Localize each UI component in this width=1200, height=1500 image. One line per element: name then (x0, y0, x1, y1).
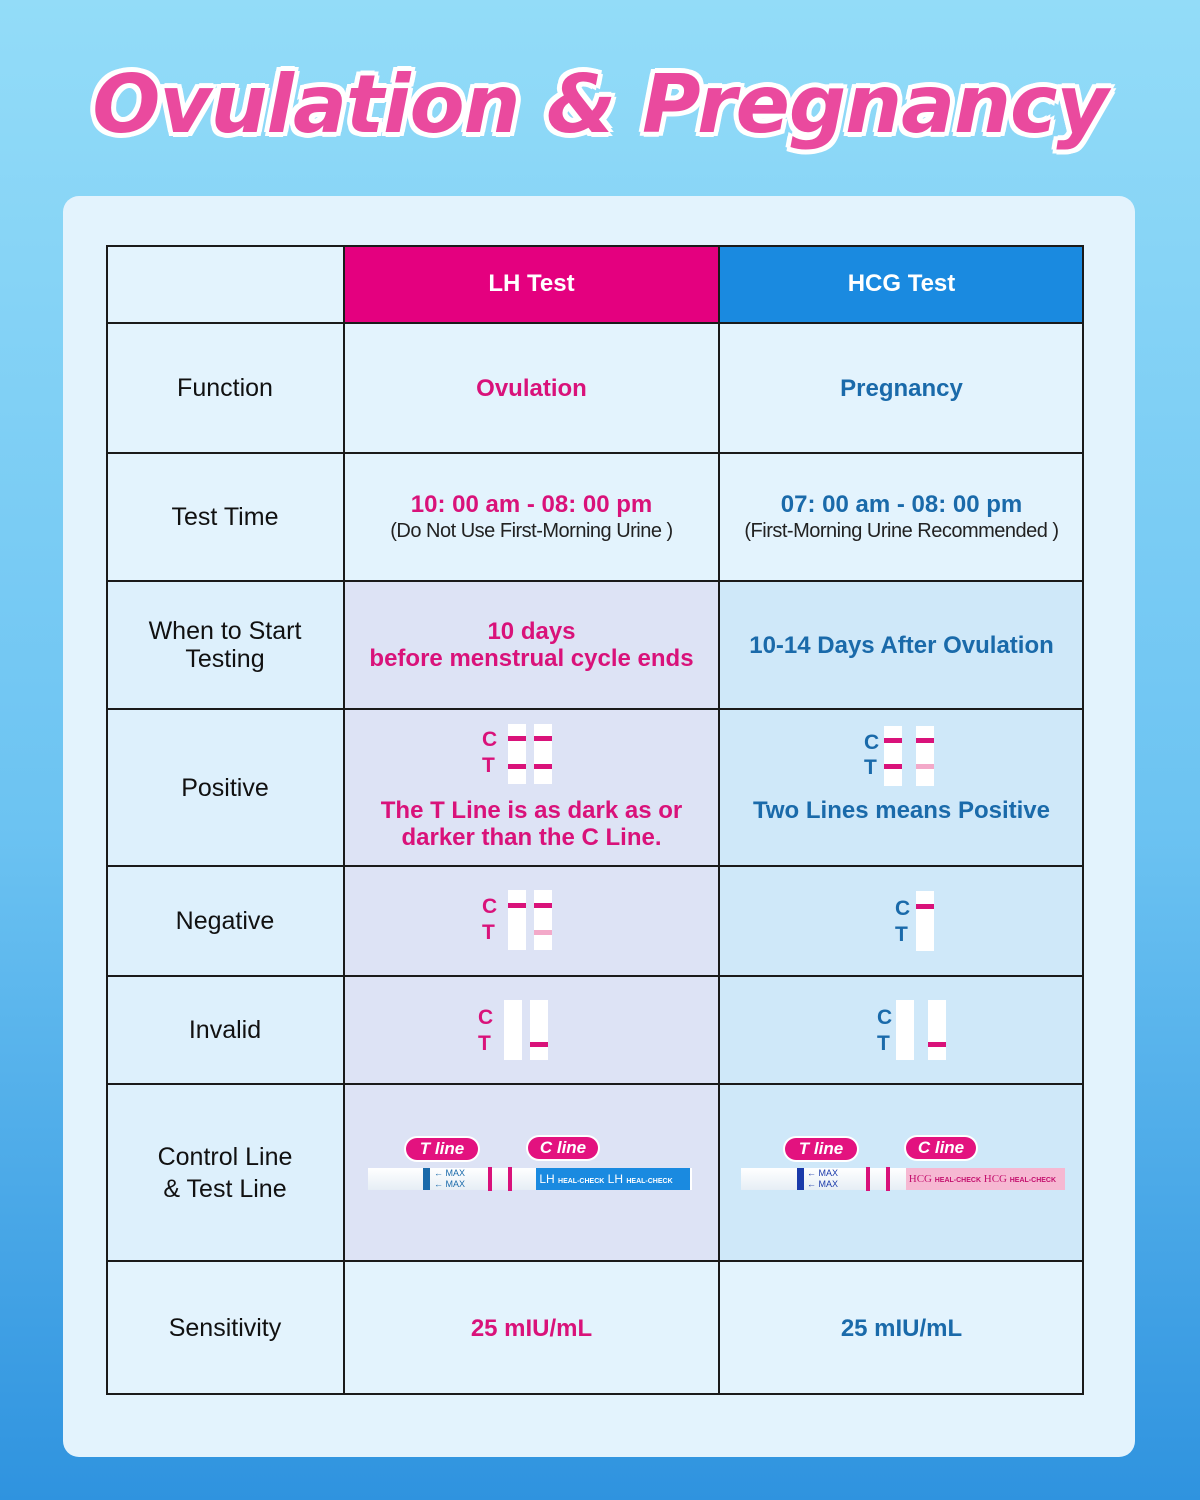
row-start-label: When to Start Testing (148, 617, 302, 673)
hcg-logo-1: HEAL-CHECK (934, 1177, 982, 1184)
hcg-pos-t-label: T (864, 756, 877, 779)
hcg-control-illustration: T line C line ← MAX ← MAX HCG HEAL-CHECK HCG HEAL-CHECK (741, 1134, 1065, 1194)
lh-pos-c-label: C (482, 728, 498, 751)
hcg-max-label-1: MAX (818, 1168, 839, 1178)
hcg-brand-1: HCG (908, 1173, 932, 1185)
row-function-lh: Ovulation (476, 374, 587, 402)
lh-logo-1: HEAL-CHECK (558, 1178, 605, 1185)
hcg-inv-strip-2 (928, 1000, 946, 1060)
lh-inv-t-label: T (478, 1032, 491, 1055)
hcg-brand-2: HCG (983, 1173, 1007, 1185)
hcg-logo-2: HEAL-CHECK (1009, 1177, 1057, 1184)
grid-line (106, 245, 1084, 247)
row-start-hcg: 10-14 Days After Ovulation (749, 631, 1054, 659)
row-testtime-label: Test Time (171, 503, 279, 531)
lh-max-label-1: MAX (445, 1168, 466, 1178)
lh-pos-t-label: T (482, 754, 495, 777)
header-lh-label: LH Test (488, 270, 575, 297)
row-function-label: Function (177, 374, 273, 402)
grid-line (106, 322, 1084, 324)
row-start-lh: 10 days before menstrual cycle ends (369, 618, 694, 672)
grid-line (106, 452, 1084, 454)
hcg-c-line-tag: C line (906, 1137, 976, 1159)
grid-line (1082, 245, 1084, 1395)
row-sensitivity-lh: 25 mIU/mL (470, 1314, 593, 1342)
lh-inv-c-label: C (478, 1006, 494, 1029)
hcg-pos-strip-1 (884, 726, 902, 786)
grid-line (106, 580, 1084, 582)
hcg-inv-t-label: T (877, 1032, 890, 1055)
lh-pos-strip-2 (534, 724, 552, 784)
row-sensitivity-label: Sensitivity (168, 1314, 282, 1342)
lh-c-line-tag: C line (528, 1137, 598, 1159)
grid-line (343, 245, 345, 1395)
lh-logo-2: HEAL-CHECK (626, 1178, 673, 1185)
row-positive-hcg-text: Two Lines means Positive (753, 796, 1050, 824)
lh-inv-strip-1 (504, 1000, 522, 1060)
hcg-t-line-tag: T line (785, 1138, 857, 1160)
lh-t-line-tag: T line (406, 1138, 478, 1160)
lh-pos-strip-1 (508, 724, 526, 784)
lh-max-label-2: MAX (445, 1179, 466, 1189)
hcg-neg-t-label: T (895, 923, 908, 946)
grid-line (106, 1083, 1084, 1085)
row-negative-label: Negative (175, 907, 275, 935)
row-positive-lh-text: The T Line is as dark as or darker than the C Line. (380, 797, 683, 851)
header-empty-cell (106, 245, 344, 323)
row-invalid-label: Invalid (188, 1016, 262, 1044)
lh-inv-strip-2 (530, 1000, 548, 1060)
row-testtime-hcg: 07: 00 am - 08: 00 pm (First-Morning Urine Recommended ) (744, 490, 1059, 542)
lh-neg-strip-2 (534, 890, 552, 950)
hcg-pos-c-label: C (864, 731, 880, 754)
hcg-inv-strip-1 (896, 1000, 914, 1060)
header-hcg (719, 245, 1084, 323)
lh-neg-strip-1 (508, 890, 526, 950)
lh-neg-c-label: C (482, 895, 498, 918)
row-control-label: Control Line & Test Line (157, 1142, 293, 1203)
grid-line (106, 865, 1084, 867)
row-sensitivity-hcg: 25 mIU/mL (840, 1314, 963, 1342)
grid-line (106, 245, 108, 1395)
hcg-pos-strip-2 (916, 726, 934, 786)
grid-line (106, 975, 1084, 977)
row-testtime-lh: 10: 00 am - 08: 00 pm (Do Not Use First-Morning Urine ) (390, 490, 673, 542)
hcg-inv-c-label: C (877, 1006, 893, 1029)
lh-neg-t-label: T (482, 921, 495, 944)
grid-line (718, 245, 720, 1395)
lh-brand-2: LH (607, 1172, 623, 1186)
hcg-max-label-2: MAX (818, 1179, 839, 1189)
row-function-hcg: Pregnancy (840, 374, 963, 402)
hcg-neg-c-label: C (895, 897, 911, 920)
grid-line (106, 1260, 1084, 1262)
header-lh (344, 245, 719, 323)
row-positive-label: Positive (181, 773, 269, 802)
lh-control-illustration: T line C line ← MAX ← MAX LH HEAL-CHECK LH HEAL-CHECK (368, 1134, 692, 1194)
grid-line (106, 708, 1084, 710)
page-title: Ovulation & Pregnancy (92, 58, 1108, 151)
header-hcg-label: HCG Test (847, 270, 956, 297)
hcg-neg-strip (916, 891, 934, 951)
lh-brand-1: LH (539, 1172, 555, 1186)
grid-line (106, 1393, 1084, 1395)
